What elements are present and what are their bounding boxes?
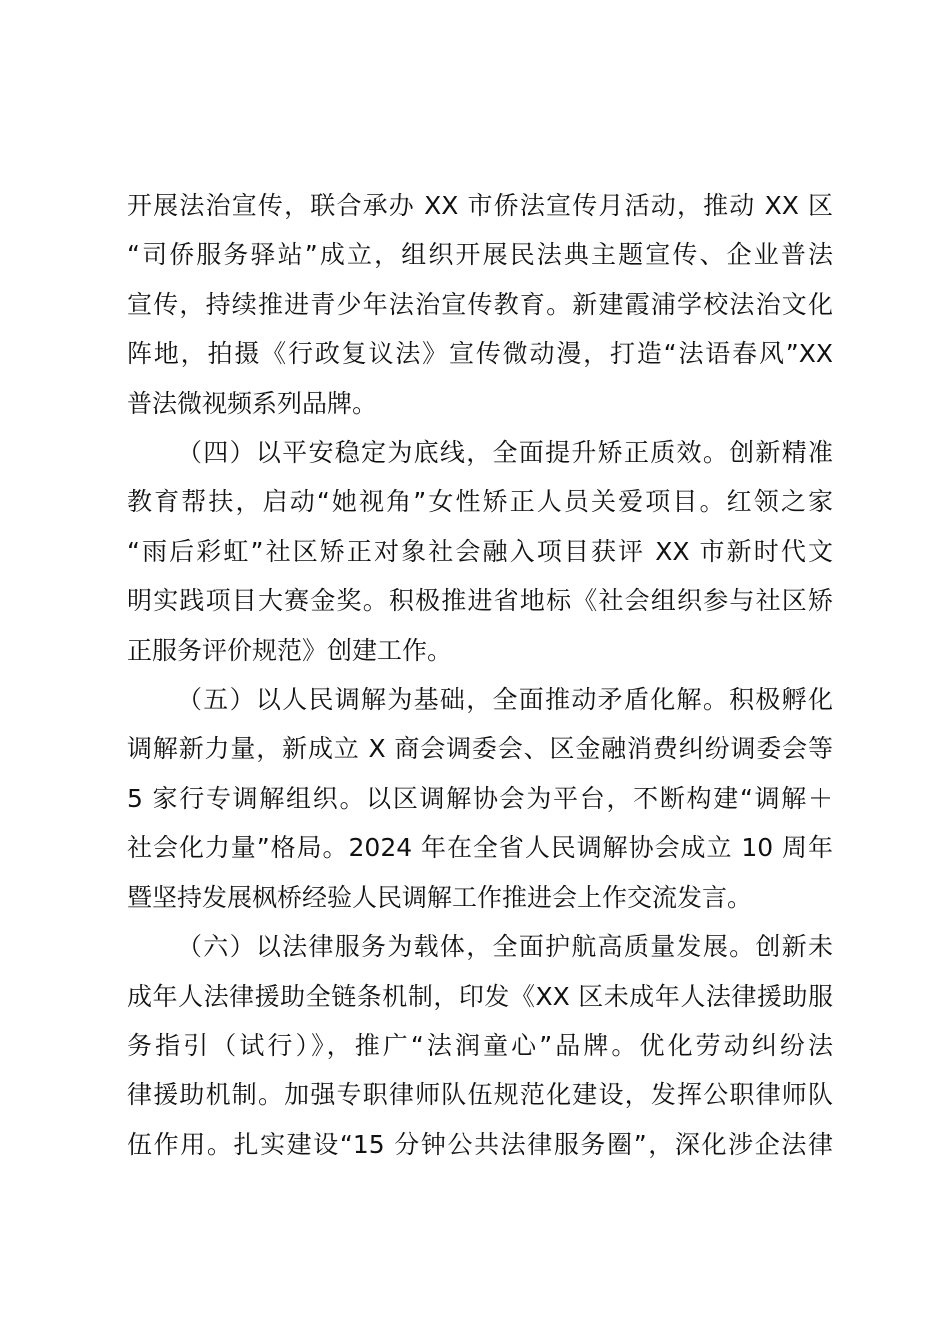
text-line: （四）以平安稳定为底线，全面提升矫正质效。创新精准 [177, 438, 833, 468]
text-line: “司侨服务驿站”成立，组织开展民法典主题宣传、企业普法 [127, 240, 833, 270]
text-line: 律援助机制。加强专职律师队伍规范化建设，发挥公职律师队 [127, 1080, 833, 1110]
text-line: 暨坚持发展枫桥经验人民调解工作推进会上作交流发言。 [127, 882, 753, 912]
text-line: 普法微视频系列品牌。 [127, 388, 378, 418]
text-line: 调解新力量，新成立 X 商会调委会、区金融消费纠纷调委会等 [127, 734, 833, 764]
document-body [127, 181, 833, 1169]
text-line: 正服务评价规范》创建工作。 [127, 635, 453, 665]
text-line: 开展法治宣传，联合承办 XX 市侨法宣传月活动，推动 XX 区 [127, 191, 833, 220]
paragraph-correction [127, 428, 833, 675]
text-line: 社会化力量”格局。2024 年在全省人民调解协会成立 10 周年 [127, 833, 833, 863]
text-line: 明实践项目大赛金奖。积极推进省地标《社会组织参与社区矫 [127, 586, 833, 616]
text-line: 成年人法律援助全链条机制，印发《XX 区未成年人法律援助服 [127, 981, 833, 1011]
paragraph-mediation [127, 675, 833, 922]
text-line: 伍作用。扎实建设“15 分钟公共法律服务圈”，深化涉企法律 [127, 1129, 833, 1159]
text-line: （五）以人民调解为基础，全面推动矛盾化解。积极孵化 [177, 685, 833, 715]
text-line: 务指引（试行）》，推广“法润童心”品牌。优化劳动纠纷法 [127, 1030, 833, 1060]
text-line: 5 家行专调解组织。以区调解协会为平台，不断构建“调解＋ [127, 783, 833, 813]
text-line: （六）以法律服务为载体，全面护航高质量发展。创新未 [177, 932, 833, 962]
text-line: 阵地，拍摄《行政复议法》宣传微动漫，打造“法语春风”XX [127, 339, 833, 369]
text-line: 教育帮扶，启动“她视角”女性矫正人员关爱项目。红领之家 [127, 487, 833, 517]
paragraph-publicity [127, 181, 833, 428]
text-line: “雨后彩虹”社区矫正对象社会融入项目获评 XX 市新时代文 [127, 536, 833, 566]
paragraph-legal-services [127, 922, 833, 1169]
text-line: 宣传，持续推进青少年法治宣传教育。新建霞浦学校法治文化 [127, 289, 833, 319]
